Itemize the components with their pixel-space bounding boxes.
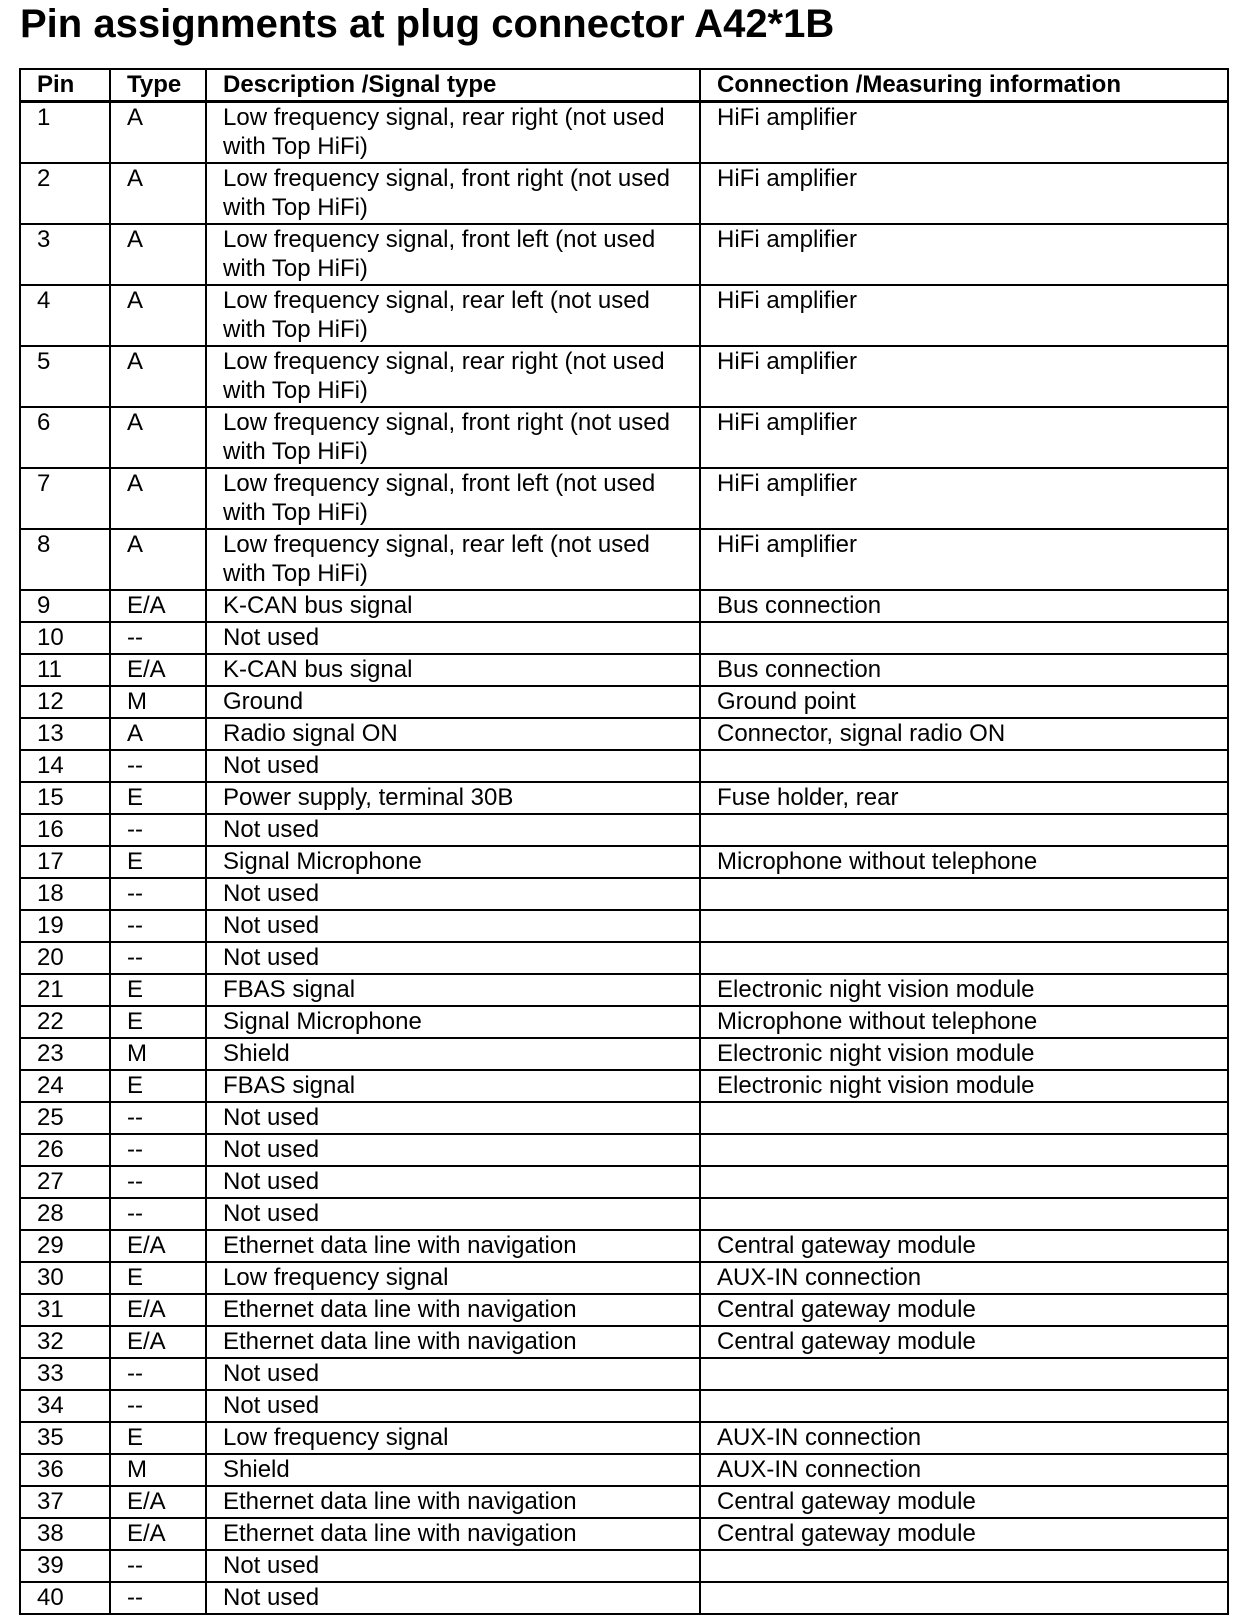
pin-cell: 28 (20, 1198, 110, 1230)
connection-cell: Connector, signal radio ON (700, 718, 1228, 750)
description-cell: K-CAN bus signal (206, 654, 700, 686)
description-cell: Radio signal ON (206, 718, 700, 750)
description-cell: Signal Microphone (206, 1006, 700, 1038)
description-cell: Ethernet data line with navigation (206, 1326, 700, 1358)
table-row (20, 750, 1228, 782)
pin-cell: 21 (20, 974, 110, 1006)
table-row (20, 346, 1228, 407)
table-row (20, 1230, 1228, 1262)
description-cell: Low frequency signal, front left (not used with Top HiFi) (206, 224, 700, 285)
pin-cell: 24 (20, 1070, 110, 1102)
table-row (20, 1198, 1228, 1230)
description-cell: Low frequency signal (206, 1422, 700, 1454)
type-cell: A (110, 346, 206, 407)
type-cell: -- (110, 1550, 206, 1582)
page-title: Pin assignments at plug connector A42*1B (20, 2, 835, 46)
type-cell: A (110, 102, 206, 164)
type-cell: -- (110, 814, 206, 846)
connection-cell: Ground point (700, 686, 1228, 718)
pin-cell: 29 (20, 1230, 110, 1262)
connection-cell (700, 942, 1228, 974)
table-row (20, 1294, 1228, 1326)
table-row (20, 102, 1228, 164)
type-cell: E/A (110, 590, 206, 622)
type-cell: E/A (110, 1518, 206, 1550)
description-cell: Not used (206, 910, 700, 942)
connection-cell: Fuse holder, rear (700, 782, 1228, 814)
connection-cell: HiFi amplifier (700, 346, 1228, 407)
connection-cell: Central gateway module (700, 1518, 1228, 1550)
description-cell: Low frequency signal, rear left (not used with Top HiFi) (206, 285, 700, 346)
table-row (20, 1326, 1228, 1358)
connection-cell (700, 1582, 1228, 1614)
type-cell: -- (110, 1582, 206, 1614)
type-cell: -- (110, 910, 206, 942)
table-row (20, 878, 1228, 910)
type-cell: A (110, 285, 206, 346)
connection-cell: Bus connection (700, 654, 1228, 686)
table-row (20, 1390, 1228, 1422)
type-cell: M (110, 1038, 206, 1070)
description-cell: Low frequency signal, front right (not used with Top HiFi) (206, 163, 700, 224)
description-cell: Ground (206, 686, 700, 718)
type-cell: A (110, 407, 206, 468)
connection-cell: Microphone without telephone (700, 846, 1228, 878)
pin-cell: 39 (20, 1550, 110, 1582)
type-cell: E (110, 782, 206, 814)
table-row (20, 974, 1228, 1006)
pin-cell: 20 (20, 942, 110, 974)
description-cell: Low frequency signal (206, 1262, 700, 1294)
pin-cell: 37 (20, 1486, 110, 1518)
table-row (20, 1038, 1228, 1070)
description-cell: Not used (206, 1390, 700, 1422)
table-row (20, 814, 1228, 846)
pin-cell: 1 (20, 102, 110, 164)
connection-cell: HiFi amplifier (700, 285, 1228, 346)
type-cell: E/A (110, 1230, 206, 1262)
description-cell: Not used (206, 1582, 700, 1614)
type-cell: E (110, 846, 206, 878)
table-row (20, 718, 1228, 750)
description-cell: Power supply, terminal 30B (206, 782, 700, 814)
pin-assignment-table (19, 68, 1229, 1615)
pin-cell: 3 (20, 224, 110, 285)
description-cell: Not used (206, 1102, 700, 1134)
pin-cell: 31 (20, 1294, 110, 1326)
description-cell: Low frequency signal, front right (not used with Top HiFi) (206, 407, 700, 468)
type-cell: A (110, 163, 206, 224)
connection-cell: Electronic night vision module (700, 1070, 1228, 1102)
connection-cell: HiFi amplifier (700, 468, 1228, 529)
pin-cell: 4 (20, 285, 110, 346)
pin-cell: 26 (20, 1134, 110, 1166)
connection-cell: HiFi amplifier (700, 529, 1228, 590)
connection-cell: Bus connection (700, 590, 1228, 622)
table-body (20, 102, 1228, 1615)
pin-cell: 2 (20, 163, 110, 224)
description-cell: Signal Microphone (206, 846, 700, 878)
pin-cell: 18 (20, 878, 110, 910)
type-cell: E (110, 1262, 206, 1294)
description-cell: Not used (206, 622, 700, 654)
connection-cell (700, 1550, 1228, 1582)
pin-cell: 12 (20, 686, 110, 718)
pin-cell: 7 (20, 468, 110, 529)
table-row (20, 846, 1228, 878)
type-cell: -- (110, 1102, 206, 1134)
type-cell: M (110, 686, 206, 718)
type-cell: -- (110, 1198, 206, 1230)
description-cell: Not used (206, 1166, 700, 1198)
table-row (20, 686, 1228, 718)
pin-cell: 36 (20, 1454, 110, 1486)
connection-cell (700, 750, 1228, 782)
type-cell: A (110, 224, 206, 285)
pin-cell: 19 (20, 910, 110, 942)
type-cell: A (110, 718, 206, 750)
pin-cell: 33 (20, 1358, 110, 1390)
table-row (20, 1518, 1228, 1550)
connection-cell: AUX-IN connection (700, 1262, 1228, 1294)
connection-cell: AUX-IN connection (700, 1422, 1228, 1454)
description-cell: Low frequency signal, front left (not used with Top HiFi) (206, 468, 700, 529)
table-row (20, 1550, 1228, 1582)
description-cell: Not used (206, 814, 700, 846)
pin-cell: 32 (20, 1326, 110, 1358)
type-cell: -- (110, 1390, 206, 1422)
connection-cell: Central gateway module (700, 1326, 1228, 1358)
type-cell: -- (110, 622, 206, 654)
table-row (20, 1006, 1228, 1038)
header-pin: Pin (20, 69, 110, 102)
connection-cell (700, 1102, 1228, 1134)
pin-cell: 10 (20, 622, 110, 654)
table-row (20, 407, 1228, 468)
table-row (20, 1358, 1228, 1390)
description-cell: FBAS signal (206, 974, 700, 1006)
connection-cell: AUX-IN connection (700, 1454, 1228, 1486)
connection-cell (700, 814, 1228, 846)
pin-cell: 14 (20, 750, 110, 782)
type-cell: E (110, 1070, 206, 1102)
table-row (20, 942, 1228, 974)
table-row (20, 590, 1228, 622)
pin-cell: 11 (20, 654, 110, 686)
table-row (20, 468, 1228, 529)
pin-cell: 8 (20, 529, 110, 590)
table-row (20, 224, 1228, 285)
table-row (20, 782, 1228, 814)
description-cell: Ethernet data line with navigation (206, 1294, 700, 1326)
description-cell: Ethernet data line with navigation (206, 1518, 700, 1550)
description-cell: Shield (206, 1038, 700, 1070)
connection-cell: Central gateway module (700, 1294, 1228, 1326)
table-row (20, 1262, 1228, 1294)
pin-cell: 16 (20, 814, 110, 846)
table-row (20, 1102, 1228, 1134)
pin-cell: 27 (20, 1166, 110, 1198)
table-row (20, 529, 1228, 590)
connection-cell: HiFi amplifier (700, 224, 1228, 285)
connection-cell (700, 910, 1228, 942)
pin-cell: 23 (20, 1038, 110, 1070)
pin-cell: 25 (20, 1102, 110, 1134)
type-cell: -- (110, 1134, 206, 1166)
pin-cell: 17 (20, 846, 110, 878)
header-description: Description /Signal type (206, 69, 700, 102)
description-cell: Ethernet data line with navigation (206, 1230, 700, 1262)
description-cell: Not used (206, 1550, 700, 1582)
pin-cell: 15 (20, 782, 110, 814)
pin-cell: 38 (20, 1518, 110, 1550)
connection-cell (700, 1358, 1228, 1390)
type-cell: A (110, 468, 206, 529)
connection-cell (700, 1390, 1228, 1422)
connection-cell: HiFi amplifier (700, 407, 1228, 468)
description-cell: Low frequency signal, rear right (not used with Top HiFi) (206, 102, 700, 164)
pin-cell: 5 (20, 346, 110, 407)
type-cell: -- (110, 878, 206, 910)
pin-cell: 34 (20, 1390, 110, 1422)
table-row (20, 1134, 1228, 1166)
type-cell: M (110, 1454, 206, 1486)
description-cell: Not used (206, 750, 700, 782)
description-cell: Not used (206, 942, 700, 974)
table-header-row (20, 69, 1228, 102)
description-cell: Low frequency signal, rear right (not used with Top HiFi) (206, 346, 700, 407)
table-row (20, 163, 1228, 224)
table-row (20, 1166, 1228, 1198)
description-cell: Low frequency signal, rear left (not used with Top HiFi) (206, 529, 700, 590)
pin-cell: 13 (20, 718, 110, 750)
type-cell: E/A (110, 654, 206, 686)
connection-cell (700, 1166, 1228, 1198)
pin-cell: 22 (20, 1006, 110, 1038)
table-row (20, 1582, 1228, 1614)
connection-cell: Electronic night vision module (700, 974, 1228, 1006)
description-cell: Not used (206, 1358, 700, 1390)
header-connection: Connection /Measuring information (700, 69, 1228, 102)
type-cell: -- (110, 1166, 206, 1198)
description-cell: FBAS signal (206, 1070, 700, 1102)
connection-cell: Central gateway module (700, 1486, 1228, 1518)
table-row (20, 910, 1228, 942)
type-cell: E (110, 1422, 206, 1454)
table-row (20, 622, 1228, 654)
pin-cell: 9 (20, 590, 110, 622)
table-row (20, 285, 1228, 346)
type-cell: E/A (110, 1326, 206, 1358)
description-cell: Not used (206, 878, 700, 910)
header-type: Type (110, 69, 206, 102)
type-cell: E/A (110, 1294, 206, 1326)
type-cell: -- (110, 942, 206, 974)
pin-cell: 6 (20, 407, 110, 468)
connection-cell: Electronic night vision module (700, 1038, 1228, 1070)
description-cell: Ethernet data line with navigation (206, 1486, 700, 1518)
connection-cell (700, 1198, 1228, 1230)
type-cell: -- (110, 750, 206, 782)
connection-cell (700, 878, 1228, 910)
table-row (20, 654, 1228, 686)
description-cell: Not used (206, 1198, 700, 1230)
description-cell: Shield (206, 1454, 700, 1486)
type-cell: E/A (110, 1486, 206, 1518)
connection-cell: Microphone without telephone (700, 1006, 1228, 1038)
connection-cell: HiFi amplifier (700, 102, 1228, 164)
pin-cell: 35 (20, 1422, 110, 1454)
description-cell: Not used (206, 1134, 700, 1166)
table-row (20, 1070, 1228, 1102)
connection-cell: HiFi amplifier (700, 163, 1228, 224)
table-row (20, 1486, 1228, 1518)
pin-cell: 30 (20, 1262, 110, 1294)
type-cell: -- (110, 1358, 206, 1390)
description-cell: K-CAN bus signal (206, 590, 700, 622)
pin-cell: 40 (20, 1582, 110, 1614)
table-row (20, 1422, 1228, 1454)
connection-cell (700, 622, 1228, 654)
table-row (20, 1454, 1228, 1486)
connection-cell: Central gateway module (700, 1230, 1228, 1262)
type-cell: E (110, 1006, 206, 1038)
connection-cell (700, 1134, 1228, 1166)
type-cell: A (110, 529, 206, 590)
type-cell: E (110, 974, 206, 1006)
